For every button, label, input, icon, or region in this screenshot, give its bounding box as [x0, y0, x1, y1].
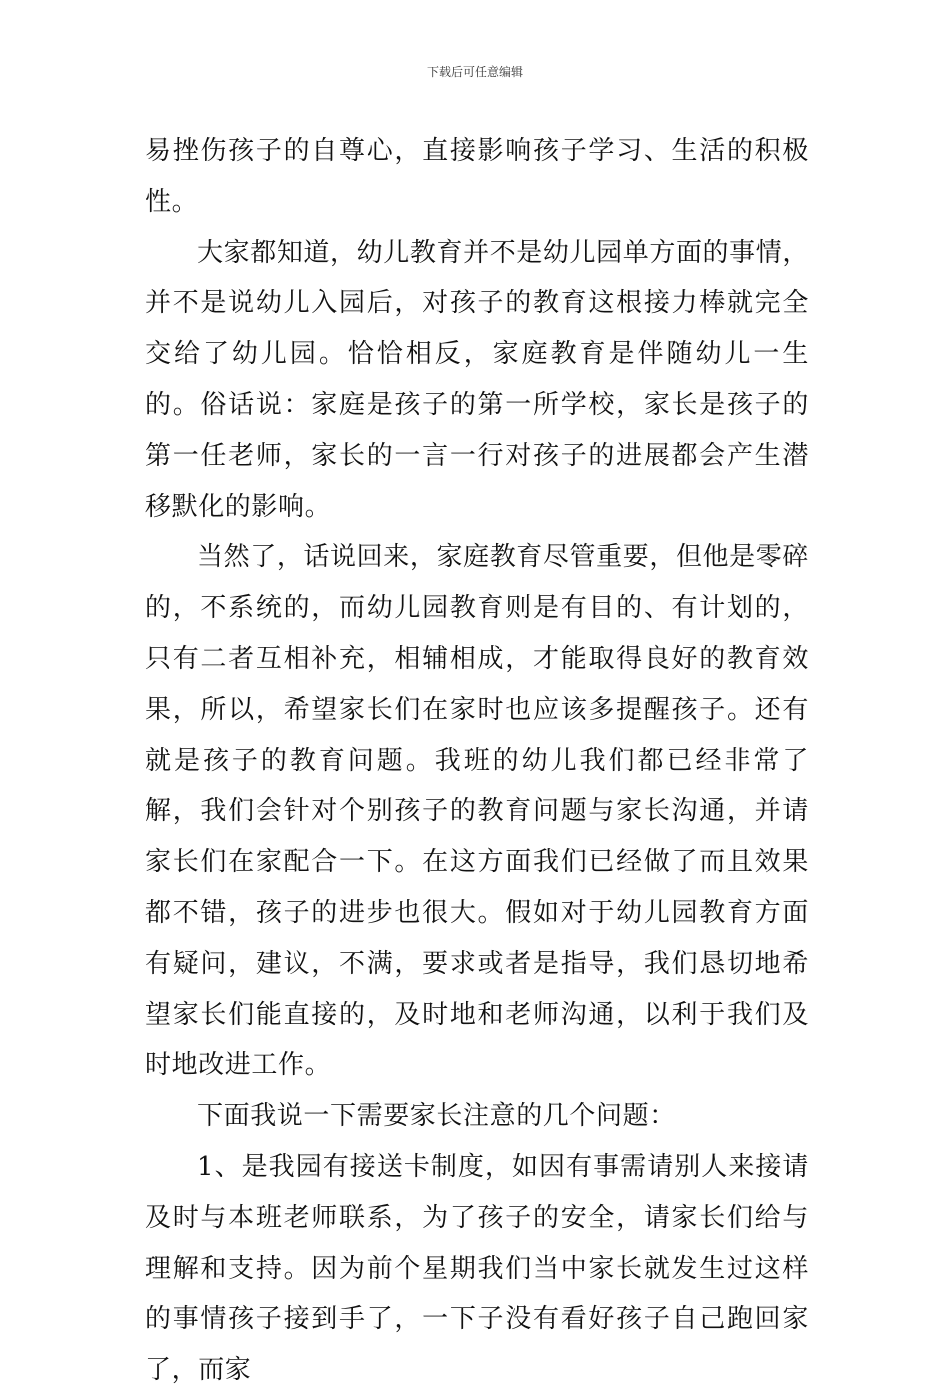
paragraph-2: 大家都知道，幼儿教育并不是幼儿园单方面的事情，并不是说幼儿入园后，对孩子的教育这根接力棒就完全交给了幼儿园。恰恰相反，家庭教育是伴随幼儿一生的。俗话说：家庭是孩子的第一所学校，家长是孩子的第一任老师，家长的一言一行对孩子的进展都会产生潜移默化的影响。: [145, 237, 809, 522]
page-header: 下载后可任意编辑: [426, 65, 523, 79]
document-body: [145, 126, 809, 1396]
paragraph-4: 下面我说一下需要家长注意的几个问题：: [197, 1101, 676, 1132]
paragraph-1: 易挫伤孩子的自尊心，直接影响孩子学习、生活的积极性。: [145, 136, 809, 217]
paragraph-5: 1、是我园有接送卡制度，如因有事需请别人来接请及时与本班老师联系，为了孩子的安全，请家长们给与理解和支持。因为前个星期我们当中家长就发生过这样的事情孩子接到手了，一下子没有看好孩子自己跑回家了，而家: [145, 1151, 809, 1386]
paragraph-3: 当然了，话说回来，家庭教育尽管重要，但他是零碎的，不系统的，而幼儿园教育则是有目的、有计划的，只有二者互相补充，相辅相成，才能取得良好的教育效果，所以，希望家长们在家时也应该多提醒孩子。还有就是孩子的教育问题。我班的幼儿我们都已经非常了解，我们会针对个别孩子的教育问题与家长沟通，并请家长们在家配合一下。在这方面我们已经做了而且效果都不错，孩子的进步也很大。假如对于幼儿园教育方面有疑问，建议，不满，要求或者是指导，我们恳切地希望家长们能直接的，及时地和老师沟通，以利于我们及时地改进工作。: [145, 542, 809, 1081]
